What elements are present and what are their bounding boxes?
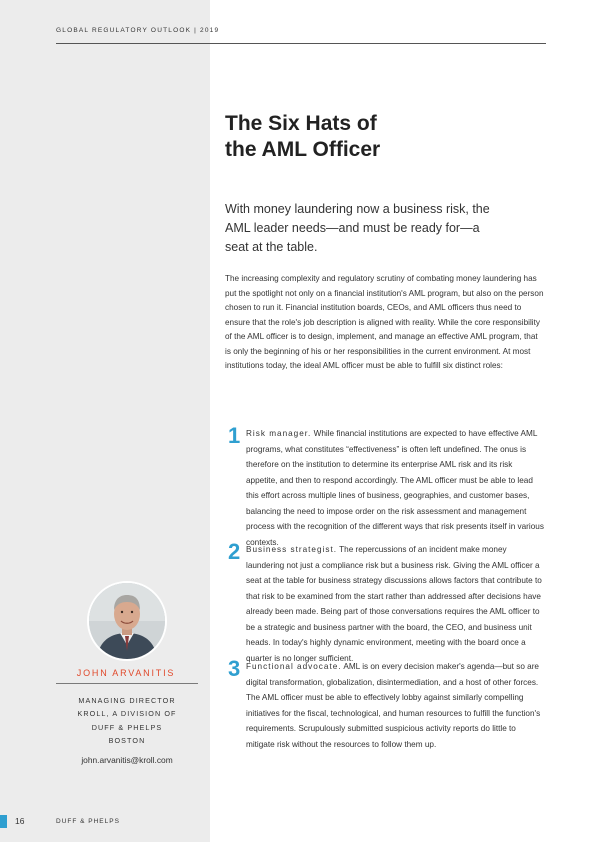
author-email-link[interactable]: john.arvanitis@kroll.com	[81, 755, 173, 765]
author-portrait	[89, 583, 165, 659]
role-heading: Risk manager.	[246, 429, 312, 438]
role-body: The repercussions of an incident make money laundering not just a compliance risk but a business risk. Giving the AML officer a seat at the table for business strategy discussions allows factors that contribute to that risk to be examined from the start rather than addressed after decisions have already been made. Being part of those conversations requires the AML officer to be a strategic and business partner with the board, the CEO, and business unit heads. In today's highly dynamic environment, meeting with the board once a quarter is no longer sufficient.	[246, 545, 542, 663]
intro-paragraph: The increasing complexity and regulatory scrutiny of combating money laundering has put the spotlight not only on a financial institution's AML program, but also on the person chosen to run it. Financial institution boards, CEOs, and AML officers thus need to ensure that the role's job description is aligned with reality. While the core responsibility of the AML officer is to design, implement, and manage an effective AML program, that is only the beginning of his or her responsibilities in the current environment. At most institutions today, the ideal AML officer must be able to fulfill six distinct roles:	[225, 274, 544, 370]
author-divider	[56, 683, 198, 684]
header-divider	[56, 43, 546, 44]
article-subtitle: With money laundering now a business risk, the AML leader needs—and must be ready for—a seat at the table.	[225, 202, 490, 254]
role-number: 3	[228, 656, 241, 681]
author-name: JOHN ARVANITIS	[76, 668, 176, 678]
author-photo	[87, 581, 167, 661]
author-location: BOSTON	[108, 735, 146, 745]
author-title: MANAGING DIRECTOR	[78, 696, 176, 705]
role-body: While financial institutions are expected to have effective AML programs, what constitutes “effectiveness” is often left undefined. The onus is therefore on the institution to determine its enterprise AML risk and its risk appetite, and then to respond accordingly. The AML officer must be able to lead this effort across multiple lines of business, geographies, and customer bases, balancing the need to impose order on the risk assessment and management process with the recognition of the different ways that risk presents itself in various contexts.	[246, 429, 544, 547]
page-number: 16	[15, 816, 25, 826]
author-credentials	[56, 694, 198, 747]
article-title	[225, 111, 525, 163]
role-number: 1	[228, 423, 241, 448]
role-heading: Business strategist.	[246, 545, 337, 554]
running-header: GLOBAL REGULATORY OUTLOOK | 2019	[56, 27, 220, 34]
role-description	[246, 542, 546, 666]
role-body: AML is on every decision maker's agenda—but so are digital transformation, globalization, disintermediation, and a host of other forces. The AML officer must be able to effectively lobby against similarly compelling initiatives for the fiscal, technological, and human resources to fulfill the function's requirements. Scrupulously submitted suspicious activity reports do little to mitigate risk without the resources to follow them up.	[246, 662, 541, 749]
role-description	[246, 426, 546, 550]
author-company-line-1: KROLL, A DIVISION OF	[77, 709, 177, 719]
role-heading: Functional advocate.	[246, 662, 342, 671]
page-marker	[0, 815, 7, 828]
role-number: 2	[228, 539, 241, 564]
title-line-1: The Six Hats of	[225, 112, 377, 135]
title-line-2: the AML Officer	[225, 138, 381, 161]
author-company-line-2: DUFF & PHELPS	[91, 722, 163, 732]
role-description	[246, 659, 546, 752]
footer-brand: DUFF & PHELPS	[56, 818, 120, 825]
